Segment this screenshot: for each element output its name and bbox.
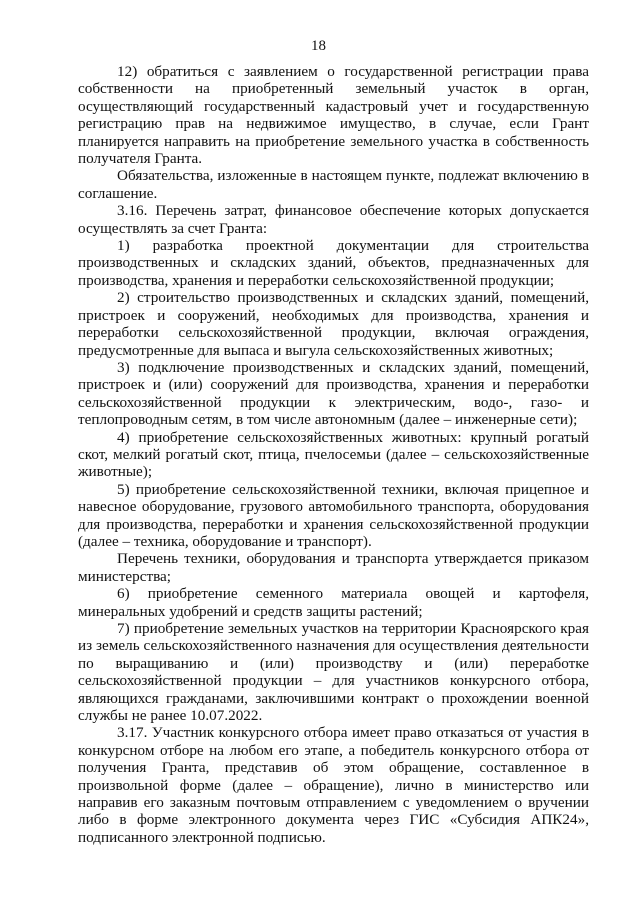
paragraph-item-12: 12) обратиться с заявлением о государственной регистрации права собственности на приобретенный земельный участок в орган, осуществляющий государственный кадастровый учет и государственную регистрацию прав на недвижимое имущество, в случае, если Грант планируется направить на приобретение земельного участка в собственность получателя Гранта. [78, 63, 589, 168]
paragraph-item-2: 2) строительство производственных и складских зданий, помещений, пристроек и сооружений, необходимых для производства, хранения и переработки сельскохозяйственной продукции, включая ограждения, предусмотренные для выпаса и выгула сельскохозяйственных животных; [78, 289, 589, 359]
paragraph-item-5: 5) приобретение сельскохозяйственной техники, включая прицепное и навесное оборудование, грузового автомобильного транспорта, оборудования для производства, переработки и хранения сельскохозяйственной продукции (далее – техника, оборудование и транспорт). [78, 480, 589, 550]
paragraph-item-7: 7) приобретение земельных участков на территории Красноярского края из земель сельскохозяйственного назначения для осуществления деятельности по выращиванию и (или) производству и (или) переработке сельскохозяйственной продукции – для участников конкурсного отбора, являющихся гражданами, заключившими контракт о прохождении военной службы не ранее 10.07.2022. [78, 620, 589, 725]
paragraph-obligations: Обязательства, изложенные в настоящем пункте, подлежат включению в соглашение. [78, 167, 589, 202]
paragraph-item-3: 3) подключение производственных и складских зданий, помещений, пристроек и (или) сооружений для производства, хранения и переработки сельскохозяйственной продукции к электрическим, водо-, газо- и теплопроводным сетям, в том числе автономным (далее – инженерные сети); [78, 358, 589, 429]
paragraph-equipment-list: Перечень техники, оборудования и транспорта утверждается приказом министерства; [78, 550, 589, 585]
paragraph-3-16: 3.16. Перечень затрат, финансовое обеспечение которых допускается осуществлять за счет Гранта: [78, 202, 589, 237]
paragraph-3-17: 3.17. Участник конкурсного отбора имеет право отказаться от участия в конкурсном отборе на любом его этапе, а победитель конкурсного отбора от получения Гранта, представив об этом обращение, составленное в произвольной форме (далее – обращение), лично в министерство или направив его заказным почтовым отправлением с уведомлением о вручении либо в форме электронного документа через ГИС «Субсидия АПК24», подписанного электронной подписью. [78, 724, 589, 846]
paragraph-item-4: 4) приобретение сельскохозяйственных животных: крупный рогатый скот, мелкий рогатый скот, птица, пчелосемьи (далее – сельскохозяйственные животные); [78, 428, 589, 481]
page-number: 18 [311, 38, 326, 54]
document-body [78, 63, 589, 846]
paragraph-item-6: 6) приобретение семенного материала овощей и картофеля, минеральных удобрений и средств защиты растений; [78, 585, 589, 620]
paragraph-item-1: 1) разработка проектной документации для строительства производственных и складских зданий, объектов, предназначенных для производства, хранения и переработки сельскохозяйственной продукции; [78, 237, 589, 289]
